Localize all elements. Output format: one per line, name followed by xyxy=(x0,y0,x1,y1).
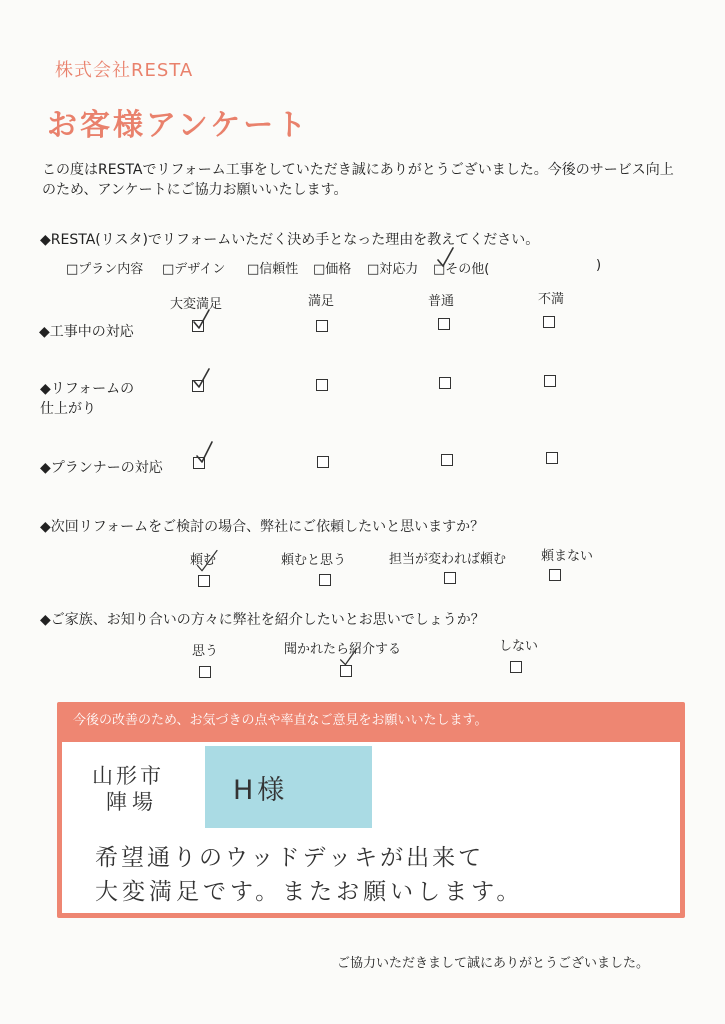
row1-normal-checkbox[interactable] xyxy=(438,318,450,330)
q-refer-option-yes: 思う xyxy=(192,644,219,659)
location-line-1: 山形市 xyxy=(92,764,164,788)
check-mark-icon xyxy=(192,367,210,393)
q1-option-design[interactable]: □デザイン xyxy=(162,262,226,277)
check-mark-icon xyxy=(436,246,454,272)
q1-option-other-close: ) xyxy=(596,258,602,273)
q-next-if-changed-checkbox[interactable] xyxy=(444,572,456,584)
row3-dissatisfied-checkbox[interactable] xyxy=(546,452,558,464)
col-very-satisfied: 大変満足 xyxy=(170,297,223,312)
row2-normal-checkbox[interactable] xyxy=(439,377,451,389)
row1-dissatisfied-checkbox[interactable] xyxy=(543,316,555,328)
q-refer-option-if-asked: 聞かれたら紹介する xyxy=(284,642,402,657)
comment-heading: 今後の改善のため、お気づきの点や率直なご意見をお願いいたします。 xyxy=(73,713,488,728)
q-next-no-checkbox[interactable] xyxy=(549,569,561,581)
q-next-probably-checkbox[interactable] xyxy=(319,574,331,586)
check-mark-icon xyxy=(192,308,210,334)
q-next-yes-checkbox[interactable] xyxy=(198,575,210,587)
row2-dissatisfied-checkbox[interactable] xyxy=(544,375,556,387)
q1-option-plan[interactable]: □プラン内容 xyxy=(66,262,144,277)
intro-text: この度はRESTAでリフォーム工事をしていただき誠にありがとうございました。今後のサービス向上のため、アンケートにご協力お願いいたします。 xyxy=(42,162,674,198)
q-refer-option-no: しない xyxy=(499,639,539,654)
check-mark-icon xyxy=(196,549,214,575)
q1-option-other[interactable]: □その他( xyxy=(433,262,490,277)
col-dissatisfied: 不満 xyxy=(538,292,565,307)
row-planner-label: ◆プランナーの対応 xyxy=(40,460,163,476)
q-refer-no-checkbox[interactable] xyxy=(510,661,522,673)
check-mark-icon xyxy=(195,440,213,466)
q1-option-trust[interactable]: □信頼性 xyxy=(247,262,299,277)
q-next-option-if-changed: 担当が変われば頼む xyxy=(389,552,507,567)
comment-line-2: 大変満足です。またお願いします。 xyxy=(95,879,524,905)
row-construction-label: ◆工事中の対応 xyxy=(39,324,134,340)
q-next-option-probably: 頼むと思う xyxy=(281,553,347,568)
col-normal: 普通 xyxy=(428,294,455,309)
q1-question: ◆RESTA(リスタ)でリフォームいただく決め手となった理由を教えてください。 xyxy=(40,232,540,248)
comment-box xyxy=(57,702,685,918)
location-line-2: 陣場 xyxy=(106,790,158,814)
name-sticky-note xyxy=(205,746,372,828)
comment-line-1: 希望通りのウッドデッキが出来て xyxy=(95,845,485,871)
customer-name: H様 xyxy=(233,775,289,806)
q1-option-response[interactable]: □対応力 xyxy=(367,262,419,277)
row3-normal-checkbox[interactable] xyxy=(441,454,453,466)
row-finish-label-1: ◆リフォームの xyxy=(40,381,135,397)
company-name: 株式会社RESTA xyxy=(55,60,194,81)
q-next-option-yes: 頼む xyxy=(190,553,217,568)
row3-satisfied-checkbox[interactable] xyxy=(317,456,329,468)
q-next-option-no: 頼まない xyxy=(541,549,594,564)
page-title: お客様アンケート xyxy=(47,108,310,143)
q-refer-yes-checkbox[interactable] xyxy=(199,666,211,678)
row2-satisfied-checkbox[interactable] xyxy=(316,379,328,391)
comment-area[interactable] xyxy=(62,742,680,913)
footer-thanks: ご協力いただきまして誠にありがとうございました。 xyxy=(337,956,650,971)
row-finish-label-2: 仕上がり xyxy=(40,401,96,417)
q-refer-question: ◆ご家族、お知り合いの方々に弊社を紹介したいとお思いでしょうか？ xyxy=(40,612,485,628)
q1-option-price[interactable]: □価格 xyxy=(313,262,352,277)
row1-satisfied-checkbox[interactable] xyxy=(316,320,328,332)
check-mark-icon xyxy=(339,647,357,673)
q-next-question: ◆次回リフォームをご検討の場合、弊社にご依頼したいと思いますか？ xyxy=(40,519,485,535)
col-satisfied: 満足 xyxy=(308,294,335,309)
